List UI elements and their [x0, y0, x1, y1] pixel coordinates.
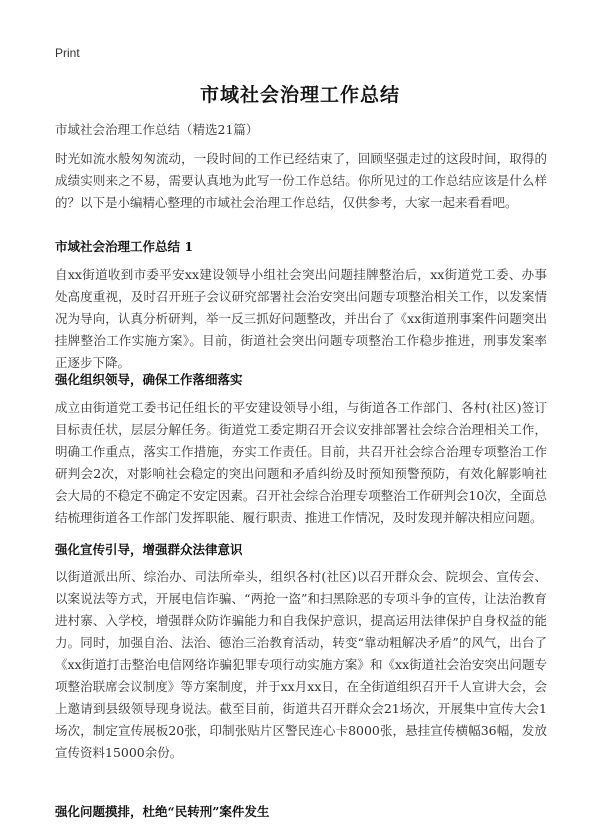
section-paragraph: 以街道派出所、综治办、司法所牵头，组织各村(社区)以召开群众会、院坝会、宣传会、以案说法等方式，开展电信诈骗、“两抢一盗”和扫黑除恶的专项斗争的宣传，让法治教育进村寨、入学校，增强群众防诈骗能力和自我保护意识，提高运用法律保护自身权益的能力。同时，加强自治、法治、德治三治教育活动，转变“靠动粗解决矛盾”的风气，出台了《xx街道打击整治电信网络诈骗犯罪专项行动实施方案》和《xx街道社会治安突出问题专项整治联席会议制度》等方案制度，并于xx月xx日，在全街道组织召开千人宣讲大会，会上邀请到县级领导现身说法。截至目前，街道共召开群众会21场次，开展集中宣传大会1场次，制定宣传展板20张，印制张贴片区警民连心卡8000张，悬挂宣传横幅36幅，发放宣传资料15000余份。	[55, 569, 547, 760]
section-paragraph: 自xx街道收到市委平安xx建设领导小组社会突出问题挂牌整治后，xx街道党工委、办事处高度重视，及时召开班子会议研究部署社会治安突出问题专项整治相关工作，以发案情况为导向，认真分析研判，举一反三抓好问题整改，并出台了《xx街道刑事案件问题突出挂牌整治工作实施方案》。目前，街道社会突出问题专项整治工作稳步推进，刑事发案率正逐步下降。	[55, 267, 547, 370]
section-heading: 强化组织领导，确保工作落细落实	[55, 372, 243, 387]
section-paragraph: 成立由街道党工委书记任组长的平安建设领导小组，与街道各工作部门、各村(社区)签订目标责任状，层层分解任务。街道党工委定期召开会议安排部署社会综合治理相关工作，明确工作重点，落实工作措施，夯实工作责任。目前，共召开社会综合治理专项整治工作研判会2次，对影响社会稳定的突出问题和矛盾纠纷及时预知预警预防，有效化解影响社会大局的不稳定不确定不安定因素。召开社会综合治理专项整治工作研判会10次，全面总结梳理街道各工作部门发挥职能、履行职责、推进工作情况，及时发现并解决相应问题。	[55, 400, 547, 525]
document-subtitle: 市域社会治理工作总结（精选21篇）	[55, 122, 259, 137]
section-heading: 强化宣传引导，增强群众法律意识	[55, 542, 243, 557]
page-title: 市域社会治理工作总结	[199, 84, 400, 106]
intro-paragraph: 时光如流水般匆匆流动，一段时间的工作已经结束了，回顾坚强走过的这段时间，取得的成绩实则来之不易，需要认真地为此写一份工作总结。你所见过的工作总结应该是什么样的？以下是小编精心整理的市域社会治理工作总结，仅供参考，大家一起来看看吧。	[55, 151, 547, 210]
print-link[interactable]: Print	[55, 46, 80, 60]
section-heading: 强化问题摸排，杜绝“民转刑”案件发生	[55, 804, 270, 819]
section-heading: 市域社会治理工作总结 1	[55, 239, 194, 254]
